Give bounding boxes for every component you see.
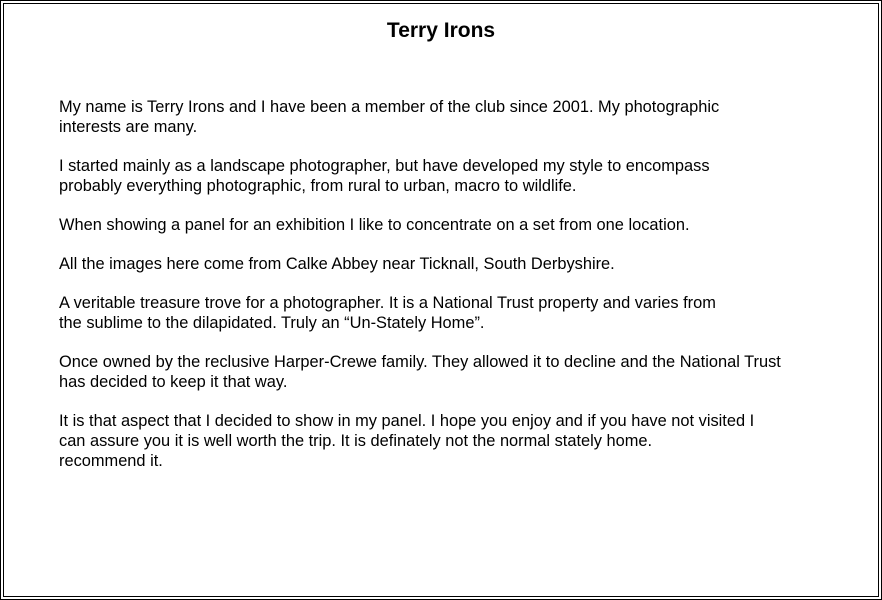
text-line: has decided to keep it that way. — [59, 373, 288, 391]
text-line: recommend it. — [59, 452, 163, 470]
paragraph-style — [59, 156, 874, 196]
text-line: All the images here come from Calke Abbey near Ticknall, South Derbyshire. — [59, 255, 615, 273]
paragraph-membership — [59, 97, 874, 137]
page-title: Terry Irons — [386, 19, 496, 42]
text-line: I started mainly as a landscape photographer, but have developed my style to encompass — [59, 157, 710, 175]
text-line: My name is Terry Irons and I have been a member of the club since 2001. My photographic — [59, 98, 720, 116]
paragraph-treasure-trove — [59, 293, 874, 333]
text-line: the sublime to the dilapidated. Truly an “Un-Stately Home”. — [59, 314, 485, 332]
text-line: probably everything photographic, from rural to urban, macro to wildlife. — [59, 177, 577, 195]
paragraph-exhibition — [59, 215, 874, 235]
text-line: When showing a panel for an exhibition I like to concentrate on a set from one location. — [59, 216, 690, 234]
paragraph-closing — [59, 411, 874, 471]
text-line: can assure you it is well worth the trip. It is definately not the normal stately home. — [59, 432, 653, 450]
paragraph-location — [59, 254, 874, 274]
text-line: A veritable treasure trove for a photographer. It is a National Trust property and varies from — [59, 294, 716, 312]
text-line: interests are many. — [59, 118, 198, 136]
paragraph-history — [59, 352, 874, 392]
text-line: It is that aspect that I decided to show in my panel. I hope you enjoy and if you have not visited I — [59, 412, 755, 430]
body-text — [59, 97, 874, 490]
text-line: Once owned by the reclusive Harper-Crewe family. They allowed it to decline and the National Trust — [59, 353, 781, 371]
